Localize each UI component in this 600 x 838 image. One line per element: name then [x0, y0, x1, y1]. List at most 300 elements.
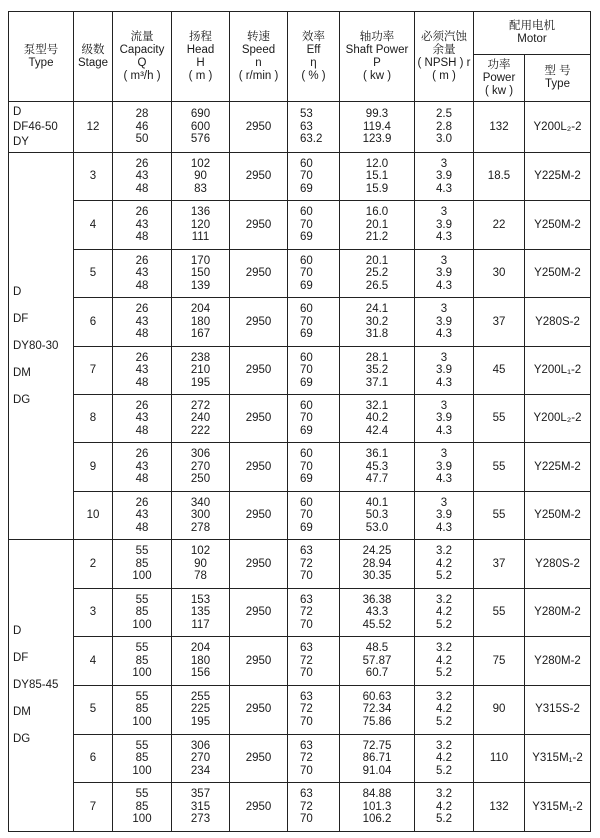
capacity-cell-value: 55 [135, 545, 149, 558]
header-head-sym: H [196, 56, 205, 69]
header-motor [474, 12, 591, 55]
head-cell-value: 102 [190, 157, 211, 170]
head-cell-value: 78 [194, 570, 207, 583]
shaft-power-cell-value: 21.2 [365, 231, 389, 244]
shaft-power-cell-value: 48.5 [365, 642, 389, 655]
npsh-cell-value: 4.2 [436, 557, 452, 570]
eff-cell-value: 72 [300, 557, 313, 570]
motor-power-cell: 30 [474, 249, 525, 297]
capacity-cell-value: 85 [135, 654, 149, 667]
npsh-cell-value: 4.2 [436, 703, 452, 716]
table-row [9, 201, 591, 249]
head-cell [172, 201, 230, 249]
head-cell [172, 102, 230, 153]
eff-cell [288, 153, 340, 201]
header-head-unit: ( m ) [188, 69, 213, 82]
npsh-cell [415, 734, 474, 783]
shaft-power-cell-value: 119.4 [363, 120, 391, 133]
eff-cell-value: 60 [300, 448, 313, 461]
capacity-cell-value: 43 [135, 267, 149, 280]
header-head [172, 12, 230, 102]
eff-cell-value: 63 [300, 788, 313, 801]
header-shaft-zh: 轴功率 [359, 30, 395, 43]
eff-cell [288, 346, 340, 394]
head-cell-value: 83 [194, 182, 207, 195]
head-cell [172, 783, 230, 832]
motor-power-cell: 75 [474, 637, 525, 686]
header-motor-type-en: Type [545, 78, 570, 90]
eff-cell [288, 443, 340, 491]
head-cell-value: 170 [190, 254, 211, 267]
header-motor-power-unit: ( kw ) [484, 84, 514, 97]
header-motor-type [525, 55, 591, 102]
motor-type-cell: Y280M-2 [525, 588, 591, 637]
header-motor-en: Motor [517, 33, 547, 45]
eff-cell-value: 70 [300, 715, 313, 728]
head-cell-value: 135 [190, 606, 211, 619]
capacity-cell-value: 85 [135, 606, 149, 619]
capacity-cell [113, 637, 172, 686]
table-row [9, 249, 591, 297]
header-speed-en: Speed [241, 43, 276, 56]
shaft-power-cell-value: 35.2 [365, 364, 389, 376]
head-cell-value: 167 [190, 328, 211, 341]
shaft-power-cell-value: 12.0 [365, 157, 389, 170]
shaft-power-cell-value: 15.9 [365, 182, 389, 195]
speed-cell: 2950 [230, 153, 288, 201]
header-speed-unit: ( r/min ) [238, 69, 279, 82]
head-cell-value: 136 [190, 206, 211, 219]
pump-spec-table [8, 11, 591, 832]
capacity-cell-value: 100 [132, 570, 152, 583]
header-motor-power-en: Power [482, 71, 516, 84]
capacity-cell-value: 100 [132, 715, 152, 728]
header-stage-zh: 级数 [81, 43, 105, 56]
eff-cell-value: 72 [300, 800, 313, 813]
eff-cell-value: 70 [300, 509, 313, 522]
capacity-cell-value: 26 [135, 399, 149, 412]
npsh-cell-value: 4.3 [436, 521, 452, 534]
head-cell [172, 491, 230, 539]
npsh-cell [415, 685, 474, 734]
capacity-cell [113, 346, 172, 394]
eff-cell [288, 491, 340, 539]
eff-cell [288, 734, 340, 783]
head-cell-value: 250 [190, 473, 211, 486]
eff-cell [288, 249, 340, 297]
capacity-cell-value: 48 [135, 231, 149, 244]
shaft-power-cell-value: 53.0 [365, 521, 389, 534]
eff-cell [288, 783, 340, 832]
head-cell-value: 111 [191, 231, 210, 244]
motor-power-cell: 55 [474, 443, 525, 491]
shaft-power-cell [340, 249, 415, 297]
eff-cell-value: 63 [300, 545, 313, 558]
eff-cell-value: 69 [300, 182, 313, 195]
pump-type-line: D [13, 285, 22, 298]
npsh-cell-value: 3 [440, 448, 448, 461]
npsh-cell-value: 3.9 [436, 412, 452, 425]
stage-cell: 7 [74, 783, 113, 832]
eff-cell [288, 394, 340, 442]
shaft-power-cell-value: 86.71 [362, 752, 392, 765]
eff-cell-value: 69 [300, 376, 313, 389]
capacity-cell-value: 26 [135, 448, 149, 461]
capacity-cell-value: 26 [135, 496, 149, 509]
npsh-cell-value: 4.3 [436, 473, 452, 486]
head-cell [172, 394, 230, 442]
eff-cell-value: 70 [300, 618, 313, 631]
capacity-cell-value: 26 [135, 351, 149, 364]
npsh-cell-value: 3.2 [436, 545, 452, 558]
shaft-power-cell-value: 31.8 [365, 328, 389, 341]
head-cell-value: 195 [190, 715, 211, 728]
table-header [9, 12, 591, 102]
eff-cell-value: 63 [300, 739, 313, 752]
capacity-cell [113, 685, 172, 734]
eff-cell-value: 69 [300, 521, 313, 534]
speed-cell: 2950 [230, 540, 288, 589]
shaft-power-cell-value: 37.1 [365, 376, 389, 389]
npsh-cell-value: 3.9 [436, 218, 452, 231]
header-shaft-power [340, 12, 415, 102]
npsh-cell-value: 4.3 [436, 376, 452, 389]
capacity-cell-value: 48 [135, 328, 149, 341]
npsh-cell [415, 201, 474, 249]
npsh-cell-value: 3.2 [436, 593, 452, 606]
motor-power-cell: 55 [474, 491, 525, 539]
npsh-cell [415, 637, 474, 686]
pump-type-line: DY [13, 135, 29, 148]
head-cell-value: 315 [190, 800, 211, 813]
stage-cell: 9 [74, 443, 113, 491]
shaft-power-cell-value: 32.1 [365, 399, 389, 412]
speed-cell: 2950 [230, 637, 288, 686]
head-cell [172, 734, 230, 783]
npsh-cell-value: 4.3 [436, 424, 452, 437]
shaft-power-cell-value: 15.1 [365, 170, 389, 183]
shaft-power-cell-value: 40.2 [365, 412, 389, 425]
npsh-cell [415, 491, 474, 539]
speed-cell: 2950 [230, 298, 288, 346]
shaft-power-cell-value: 30.35 [362, 570, 392, 583]
head-cell-value: 204 [190, 303, 211, 316]
eff-cell-value: 63 [300, 593, 313, 606]
speed-cell: 2950 [230, 249, 288, 297]
eff-cell-value: 60 [300, 206, 313, 219]
capacity-cell-value: 55 [135, 690, 149, 703]
capacity-cell [113, 734, 172, 783]
motor-power-cell: 110 [474, 734, 525, 783]
eff-cell [288, 540, 340, 589]
npsh-cell-value: 5.2 [436, 813, 452, 826]
stage-cell: 7 [74, 346, 113, 394]
eff-cell-value: 72 [300, 654, 313, 667]
eff-cell-value: 60 [300, 254, 313, 267]
head-cell-value: 690 [190, 108, 211, 121]
header-motor-zh: 配用电机 [509, 20, 555, 32]
pump-type-line: D [13, 624, 22, 637]
npsh-cell [415, 783, 474, 832]
capacity-cell-value: 26 [135, 254, 149, 267]
npsh-cell-value: 5.2 [436, 618, 452, 631]
header-motor-type-zh: 型 号 [544, 65, 571, 77]
table-row [9, 685, 591, 734]
speed-cell: 2950 [230, 394, 288, 442]
capacity-cell-value: 43 [135, 412, 149, 425]
head-cell-value: 306 [190, 448, 211, 461]
head-cell-value: 270 [190, 460, 211, 473]
eff-cell-value: 69 [300, 328, 313, 341]
table-row [9, 298, 591, 346]
stage-cell: 8 [74, 394, 113, 442]
shaft-power-cell-value: 45.3 [365, 460, 389, 473]
capacity-cell-value: 55 [135, 642, 149, 655]
eff-cell [288, 102, 340, 153]
header-head-en: Head [186, 43, 215, 56]
eff-cell [288, 685, 340, 734]
npsh-cell-value: 4.2 [436, 654, 452, 667]
npsh-cell-value: 3 [440, 303, 448, 316]
pump-type-line: D [13, 105, 22, 118]
capacity-cell-value: 43 [135, 315, 149, 328]
speed-cell: 2950 [230, 346, 288, 394]
eff-cell-value: 53 [300, 108, 313, 121]
npsh-cell [415, 153, 474, 201]
capacity-cell-value: 48 [135, 521, 149, 534]
npsh-cell-value: 3 [440, 254, 448, 267]
motor-power-cell: 55 [474, 588, 525, 637]
head-cell-value: 576 [190, 133, 211, 146]
table-row [9, 102, 591, 153]
capacity-cell-value: 100 [132, 618, 152, 631]
shaft-power-cell [340, 637, 415, 686]
shaft-power-cell-value: 91.04 [362, 764, 392, 777]
npsh-cell-value: 3.0 [436, 133, 452, 146]
capacity-cell-value: 100 [132, 764, 152, 777]
eff-cell [288, 588, 340, 637]
eff-cell-value: 70 [300, 412, 313, 425]
pump-type-line: DY85-45 [13, 678, 59, 691]
header-type [9, 12, 74, 102]
shaft-power-cell [340, 298, 415, 346]
header-motor-power-zh: 功率 [487, 58, 511, 71]
capacity-cell [113, 249, 172, 297]
head-cell-value: 117 [191, 618, 210, 631]
npsh-cell-value: 3 [440, 157, 448, 170]
npsh-cell-value: 4.2 [436, 606, 452, 619]
npsh-cell-value: 3.9 [436, 509, 452, 522]
npsh-cell-value: 5.2 [436, 570, 452, 583]
speed-cell: 2950 [230, 102, 288, 153]
shaft-power-cell-value: 60.63 [362, 690, 392, 703]
shaft-power-cell [340, 783, 415, 832]
npsh-cell [415, 443, 474, 491]
stage-cell: 4 [74, 201, 113, 249]
eff-cell-value: 63 [300, 690, 313, 703]
table-row [9, 588, 591, 637]
header-stage [74, 12, 113, 102]
npsh-cell-value: 3.9 [436, 315, 452, 328]
npsh-cell-value: 4.3 [436, 231, 452, 244]
capacity-cell-value: 43 [135, 509, 149, 522]
head-cell-value: 139 [190, 279, 211, 292]
pump-type-line: DF [13, 651, 29, 664]
eff-cell-value: 63 [300, 120, 313, 133]
stage-cell: 3 [74, 153, 113, 201]
capacity-cell-value: 26 [135, 157, 149, 170]
motor-type-cell: Y280S-2 [525, 540, 591, 589]
head-cell-value: 238 [190, 351, 211, 364]
header-type-zh: 泵型号 [23, 43, 59, 56]
eff-cell-value: 72 [300, 703, 313, 716]
head-cell [172, 540, 230, 589]
shaft-power-cell-value: 30.2 [365, 315, 389, 328]
head-cell-value: 234 [190, 764, 211, 777]
eff-cell-value: 69 [300, 231, 313, 244]
capacity-cell [113, 491, 172, 539]
capacity-cell-value: 55 [135, 739, 149, 752]
npsh-cell-value: 2.5 [436, 108, 452, 121]
head-cell-value: 272 [190, 399, 211, 412]
head-cell-value: 195 [190, 376, 211, 389]
pump-type-cell [9, 153, 74, 540]
npsh-cell-value: 3.2 [436, 788, 452, 801]
shaft-power-cell-value: 40.1 [365, 496, 389, 509]
shaft-power-cell-value: 47.7 [365, 473, 389, 486]
capacity-cell [113, 443, 172, 491]
shaft-power-cell-value: 20.1 [365, 218, 389, 231]
stage-cell: 5 [74, 685, 113, 734]
shaft-power-cell-value: 25.2 [365, 267, 389, 280]
head-cell-value: 270 [190, 752, 211, 765]
head-cell-value: 90 [194, 557, 207, 570]
capacity-cell-value: 26 [135, 303, 149, 316]
pump-type-line: DF [13, 312, 29, 325]
head-cell-value: 600 [190, 120, 211, 133]
eff-cell-value: 70 [300, 460, 313, 473]
motor-type-cell: Y315M₁-2 [525, 783, 591, 832]
header-eff-zh: 效率 [302, 30, 325, 43]
head-cell [172, 588, 230, 637]
pump-type-cell [9, 540, 74, 832]
header-shaft-sym: P [373, 56, 381, 69]
header-shaft-en: Shaft Power [345, 43, 409, 56]
pump-type-line: DY80-30 [13, 339, 59, 352]
motor-type-cell: Y280M-2 [525, 637, 591, 686]
eff-cell [288, 637, 340, 686]
head-cell-value: 153 [190, 593, 211, 606]
table-row [9, 540, 591, 589]
npsh-cell [415, 540, 474, 589]
capacity-cell-value: 48 [135, 424, 149, 437]
eff-cell-value: 70 [300, 170, 313, 183]
capacity-cell-value: 43 [135, 364, 149, 376]
header-eff [288, 12, 340, 102]
npsh-cell-value: 4.3 [436, 182, 452, 195]
table-row [9, 637, 591, 686]
npsh-cell-value: 3.9 [436, 267, 452, 280]
shaft-power-cell-value: 123.9 [362, 133, 392, 146]
npsh-cell-value: 3 [440, 399, 448, 412]
capacity-cell [113, 540, 172, 589]
head-cell-value: 340 [190, 496, 211, 509]
capacity-cell [113, 394, 172, 442]
motor-type-cell: Y200L₂-2 [525, 102, 591, 153]
table-row [9, 346, 591, 394]
stage-cell: 2 [74, 540, 113, 589]
motor-power-cell: 37 [474, 540, 525, 589]
capacity-cell-value: 100 [132, 813, 152, 826]
head-cell-value: 102 [190, 545, 211, 558]
header-stage-en: Stage [77, 56, 109, 69]
header-capacity-zh: 流量 [130, 30, 154, 43]
header-eff-sym: η [310, 56, 317, 69]
shaft-power-cell-value: 84.88 [362, 788, 392, 801]
speed-cell: 2950 [230, 201, 288, 249]
npsh-cell-value: 2.8 [436, 120, 452, 133]
pump-type-line: DM [13, 366, 31, 379]
eff-cell-value: 70 [300, 667, 313, 680]
shaft-power-cell [340, 491, 415, 539]
header-capacity [113, 12, 172, 102]
npsh-cell-value: 3.2 [436, 739, 452, 752]
table-row [9, 491, 591, 539]
stage-cell: 3 [74, 588, 113, 637]
shaft-power-cell-value: 26.5 [365, 279, 389, 292]
stage-cell: 10 [74, 491, 113, 539]
header-head-zh: 扬程 [189, 30, 212, 43]
eff-cell-value: 72 [300, 606, 313, 619]
shaft-power-cell-value: 28.94 [362, 557, 392, 570]
motor-type-cell: Y280S-2 [525, 298, 591, 346]
eff-cell-value: 70 [300, 813, 313, 826]
capacity-cell-value: 26 [135, 206, 149, 219]
capacity-cell-value: 55 [135, 788, 149, 801]
shaft-power-cell [340, 443, 415, 491]
eff-cell-value: 63.2 [300, 133, 323, 146]
capacity-cell-value: 28 [135, 108, 149, 121]
npsh-cell [415, 102, 474, 153]
table-row [9, 153, 591, 201]
shaft-power-cell-value: 45.52 [362, 618, 392, 631]
stage-cell: 6 [74, 734, 113, 783]
motor-type-cell: Y200L₂-2 [525, 394, 591, 442]
head-cell-value: 210 [190, 364, 211, 376]
eff-cell-value: 63 [300, 642, 313, 655]
head-cell [172, 685, 230, 734]
head-cell-value: 90 [194, 170, 207, 183]
head-cell-value: 255 [190, 690, 211, 703]
shaft-power-cell [340, 588, 415, 637]
motor-type-cell: Y250M-2 [525, 491, 591, 539]
eff-cell-value: 70 [300, 267, 313, 280]
capacity-cell-value: 43 [135, 170, 149, 183]
shaft-power-cell-value: 36.1 [365, 448, 389, 461]
npsh-cell-value: 5.2 [436, 764, 452, 777]
head-cell-value: 300 [190, 509, 211, 522]
npsh-cell-value: 3 [440, 351, 448, 364]
stage-cell: 4 [74, 637, 113, 686]
shaft-power-cell-value: 28.1 [365, 351, 389, 364]
shaft-power-cell-value: 20.1 [365, 254, 389, 267]
head-cell-value: 204 [190, 642, 211, 655]
header-motor-power [474, 55, 525, 102]
capacity-cell-value: 85 [135, 703, 149, 716]
shaft-power-cell-value: 75.86 [362, 715, 392, 728]
motor-power-cell: 132 [474, 783, 525, 832]
shaft-power-cell-value: 24.25 [362, 545, 392, 558]
